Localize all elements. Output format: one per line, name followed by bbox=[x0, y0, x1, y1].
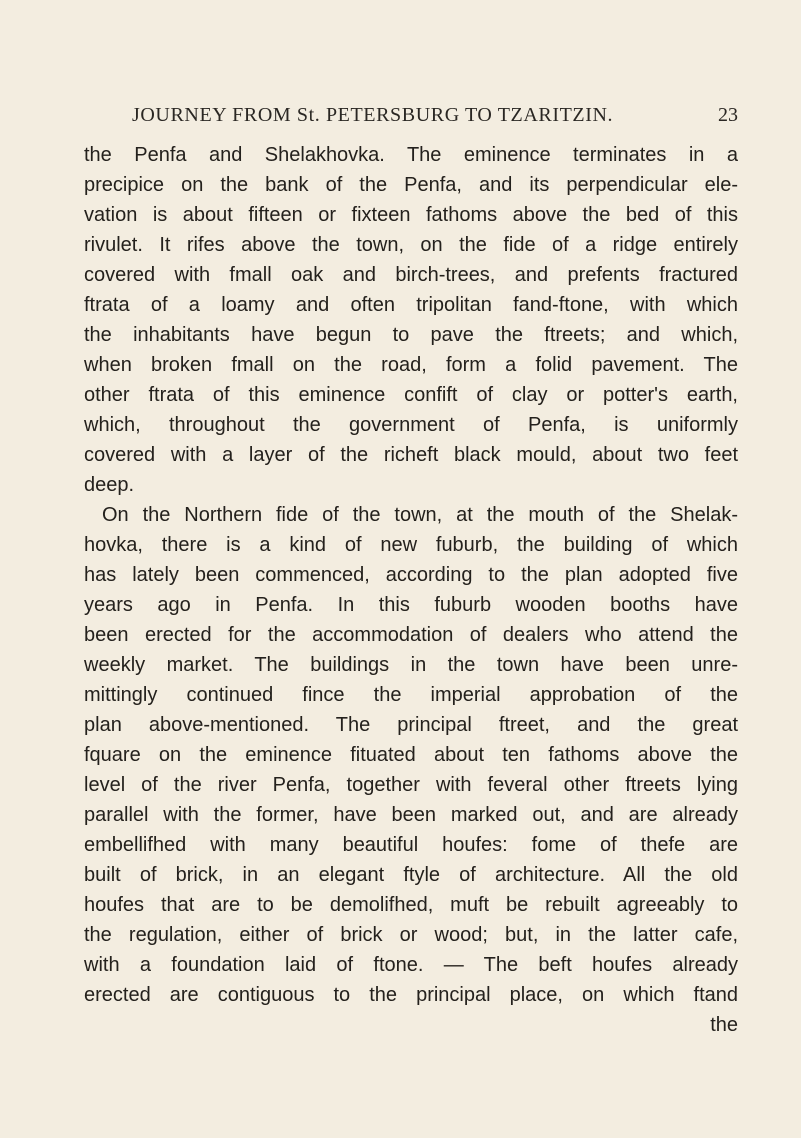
text-line: fquare on the eminence fituated about ten fathoms above the bbox=[84, 744, 738, 766]
page-header bbox=[132, 104, 738, 136]
page-number: 23 bbox=[718, 104, 738, 126]
text-line: houfes that are to be demolifhed, muft be rebuilt agreeably to bbox=[84, 894, 738, 916]
text-line: the regulation, either of brick or wood; but, in the latter cafe, bbox=[84, 924, 738, 946]
text-line: rivulet. It rifes above the town, on the fide of a ridge entirely bbox=[84, 234, 738, 256]
text-line: the Penfa and Shelakhovka. The eminence terminates in a bbox=[84, 144, 738, 166]
text-line: covered with a layer of the richeft black mould, about two feet bbox=[84, 444, 738, 466]
running-title: JOURNEY FROM St. PETERSBURG TO TZARITZIN. bbox=[132, 104, 614, 126]
paragraph-end-line: deep. bbox=[84, 474, 135, 496]
text-line: years ago in Penfa. In this fuburb wooden booths have bbox=[84, 594, 738, 616]
text-line: when broken fmall on the road, form a folid pavement. The bbox=[84, 354, 738, 376]
text-line: precipice on the bank of the Penfa, and its perpendicular ele- bbox=[84, 174, 738, 196]
text-line: covered with fmall oak and birch-trees, and prefents fractured bbox=[84, 264, 738, 286]
text-line: ftrata of a loamy and often tripolitan fand-ftone, with which bbox=[84, 294, 738, 316]
paragraph-start-line: On the Northern fide of the town, at the mouth of the Shelak- bbox=[102, 504, 738, 526]
text-line: which, throughout the government of Penfa, is uniformly bbox=[84, 414, 738, 436]
text-line: plan above-mentioned. The principal ftreet, and the great bbox=[84, 714, 738, 736]
text-line: weekly market. The buildings in the town have been unre- bbox=[84, 654, 738, 676]
text-line: embellifhed with many beautiful houfes: fome of thefe are bbox=[84, 834, 738, 856]
text-line: mittingly continued fince the imperial approbation of the bbox=[84, 684, 738, 706]
text-line: level of the river Penfa, together with feveral other ftreets lying bbox=[84, 774, 738, 796]
text-line: vation is about fifteen or fixteen fathoms above the bed of this bbox=[84, 204, 738, 226]
text-line: has lately been commenced, according to the plan adopted five bbox=[84, 564, 738, 586]
text-line: been erected for the accommodation of dealers who attend the bbox=[84, 624, 738, 646]
catchword: the bbox=[710, 1014, 738, 1036]
text-line: erected are contiguous to the principal place, on which ftand bbox=[84, 984, 738, 1006]
text-line: hovka, there is a kind of new fuburb, the building of which bbox=[84, 534, 738, 556]
body-text bbox=[84, 140, 738, 1040]
text-line: parallel with the former, have been marked out, and are already bbox=[84, 804, 738, 826]
text-line: with a foundation laid of ftone. — The beft houfes already bbox=[84, 954, 738, 976]
text-line: other ftrata of this eminence confift of clay or potter's earth, bbox=[84, 384, 738, 406]
text-line: built of brick, in an elegant ftyle of architecture. All the old bbox=[84, 864, 738, 886]
text-line: the inhabitants have begun to pave the ftreets; and which, bbox=[84, 324, 738, 346]
